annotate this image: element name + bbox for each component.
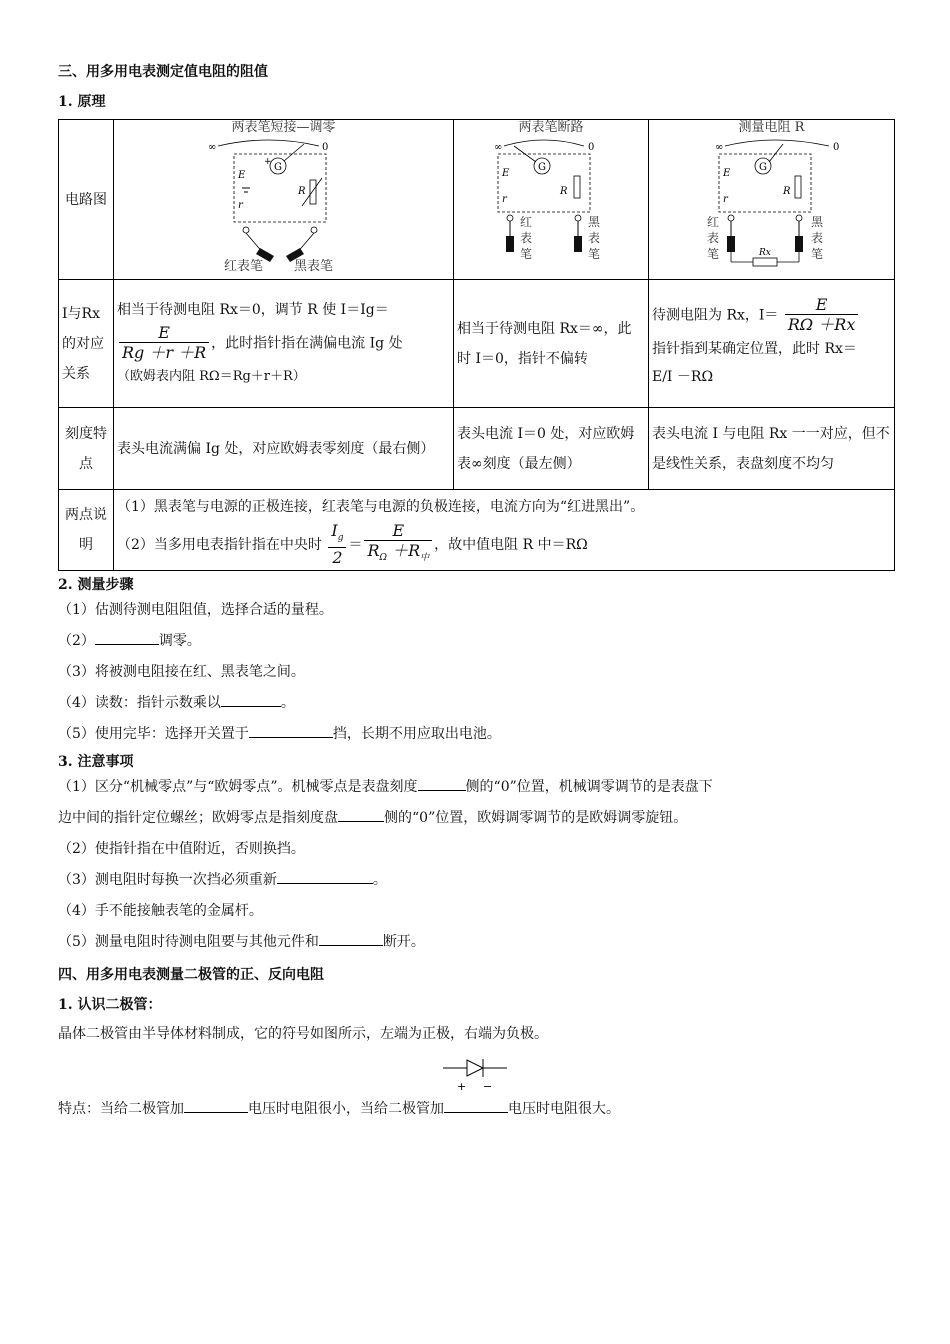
svg-text:∞: ∞: [494, 142, 503, 153]
svg-text:表: 表: [588, 231, 601, 245]
relation-measure-b: 指针指到某确定位置，此时 Rx＝: [652, 341, 857, 357]
relation-open: 相当于待测电阻 Rx＝∞，此时 I＝0，指针不偏转: [454, 280, 649, 408]
section4-title: 四、用多用电表测量二极管的正、反向电阻: [58, 967, 324, 984]
diode-symbol: [58, 1054, 894, 1094]
note-1: （1）黑表笔与电源的正极连接，红表笔与电源的负极连接，电流方向为“红进黑出”。: [117, 499, 645, 515]
subheading-notes: 3. 注意事项: [58, 754, 134, 771]
note-item-2: （2）使指针指在中值附近，否则换挡。: [58, 841, 305, 858]
note-item-5: （5）测量电阻时待测电阻要与其他元件和 断开。: [58, 927, 894, 958]
note-2-fraction-right: $\frac{E}{R_\Omega +R_中}$: [364, 522, 432, 568]
step-3: （3）将被测电阻接在红、黑表笔之间。: [58, 664, 305, 681]
relation-short-line2: [117, 324, 450, 363]
svg-text:表: 表: [707, 231, 720, 245]
pen-black-label: 黑表笔: [294, 259, 334, 274]
svg-text:0: 0: [322, 142, 329, 153]
scale-open: 表头电流 I＝0 处，对应欧姆表∞刻度（最左侧）: [454, 408, 649, 490]
svg-text:黑: 黑: [588, 215, 601, 229]
blank-field[interactable]: [95, 628, 159, 645]
svg-text:笔: 笔: [520, 247, 533, 261]
svg-text:E: E: [502, 168, 510, 179]
note-2-fraction-left: $\frac{I_g}{2}$: [328, 522, 346, 568]
note-item-1: （1）区分“机械零点”与“欧姆零点”。机械零点是表盘刻度 侧的“0”位置，机械调零调节的是表盘下: [58, 772, 894, 803]
svg-text:G: G: [538, 162, 546, 173]
diode-icon: [441, 1054, 511, 1094]
diode-plus-label: +: [457, 1080, 467, 1094]
svg-text:表: 表: [811, 231, 824, 245]
label-circuit: 电路图: [59, 120, 114, 280]
step-2: （2） 调零。: [58, 626, 894, 657]
fraction-denominator: Rg ＋r ＋R: [122, 343, 207, 362]
diode-minus-label: −: [483, 1080, 493, 1094]
circuit-diagram-measure: [649, 120, 895, 280]
svg-text:0: 0: [833, 142, 840, 153]
step-4: （4）读数：指针示数乘以 。: [58, 688, 894, 719]
svg-text:G: G: [759, 162, 767, 173]
svg-text:G: G: [274, 162, 282, 173]
relation-short-a: 相当于待测电阻 Rx＝0，调节 R 使 I＝Ig＝: [117, 302, 389, 318]
relation-measure-fraction: [785, 296, 858, 335]
circuit-measure-svg: [649, 136, 893, 268]
note-2-a: （2）当多用电表指针指在中央时: [117, 537, 322, 554]
note-item-4: （4）手不能接触表笔的金属杆。: [58, 903, 263, 920]
blank-field[interactable]: [319, 929, 383, 946]
label-relation: I与Rx的对应关系: [59, 280, 114, 408]
svg-text:表: 表: [520, 231, 533, 245]
scale-short: 表头电流满偏 Ig 处，对应欧姆表零刻度（最右侧）: [114, 408, 454, 490]
svg-text:笔: 笔: [811, 247, 824, 261]
caption-measure: 测量电阻 R: [738, 120, 805, 135]
fraction-numerator: E: [785, 296, 858, 315]
blank-field[interactable]: [444, 1096, 508, 1113]
svg-text:E: E: [238, 170, 246, 181]
svg-text:Rx: Rx: [759, 248, 771, 258]
relation-measure: [649, 280, 895, 408]
svg-text:R: R: [560, 186, 568, 197]
svg-text:R: R: [783, 186, 791, 197]
note-2-b: ，故中值电阻 R 中＝RΩ: [434, 537, 588, 554]
svg-text:红: 红: [520, 215, 533, 229]
blank-field[interactable]: [338, 805, 384, 822]
note-item-1-cont: 边中间的指针定位螺丝；欧姆零点是指刻度盘 侧的“0”位置，欧姆调零调节的是欧姆调零旋钮。: [58, 803, 894, 834]
svg-text:r: r: [502, 194, 507, 205]
table-row-scale: [59, 408, 895, 490]
svg-text:笔: 笔: [588, 247, 601, 261]
blank-field[interactable]: [277, 867, 373, 884]
svg-text:黑: 黑: [811, 215, 824, 229]
diode-feature: 特点：当给二极管加 电压时电阻很小，当给二极管加 电压时电阻很大。: [58, 1094, 894, 1125]
notes-cell: [114, 490, 895, 571]
note-item-3: （3）测电阻时每换一次挡必须重新 。: [58, 865, 894, 896]
blank-field[interactable]: [418, 774, 466, 791]
circuit-short-svg: [114, 136, 452, 268]
svg-text:∞: ∞: [715, 142, 724, 153]
fraction-numerator: E: [119, 324, 209, 343]
relation-short-c: （欧姆表内阻 RΩ＝Rg＋r＋R）: [117, 369, 306, 384]
circuit-diagram-short: [114, 120, 454, 280]
blank-field[interactable]: [221, 690, 281, 707]
scale-measure: 表头电流 I 与电阻 Rx 一一对应，但不是线性关系，表盘刻度不均匀: [649, 408, 895, 490]
svg-text:0: 0: [588, 142, 595, 153]
subheading-principle: 1. 原理: [58, 94, 106, 110]
circuit-open-svg: [454, 136, 647, 268]
svg-text:∞: ∞: [208, 142, 217, 153]
relation-measure-a: 待测电阻为 Rx，I＝: [652, 307, 779, 324]
step-5: （5）使用完毕：选择开关置于 挡，长期不用应取出电池。: [58, 719, 894, 750]
blank-field[interactable]: [184, 1096, 248, 1113]
relation-short-fraction: [119, 324, 209, 363]
blank-field[interactable]: [249, 721, 333, 738]
svg-text:r: r: [238, 200, 243, 211]
subheading-steps: 2. 测量步骤: [58, 577, 134, 594]
step-1: （1）估测待测电阻阻值，选择合适的量程。: [58, 602, 333, 619]
label-scale: 刻度特点: [59, 408, 114, 490]
svg-text:笔: 笔: [707, 247, 720, 261]
table-row-notes: [59, 490, 895, 571]
circuit-diagram-open: [454, 120, 649, 280]
svg-text:+: +: [264, 157, 272, 167]
diode-description: 晶体二极管由半导体材料制成，它的符号如图所示，左端为正极，右端为负极。: [58, 1026, 548, 1043]
relation-short: [114, 280, 454, 408]
note-2: （2）当多用电表指针指在中央时 $\frac{I_g}{2}$ ＝ $\frac{E}{R_\Omega +R_中}$ ，故中值电阻 R 中＝RΩ: [117, 521, 588, 568]
pen-red-label: 红表笔: [224, 259, 264, 274]
svg-text:E: E: [723, 168, 731, 179]
section3-title: 三、用多用电表测定值电阻的阻值: [58, 64, 268, 80]
table-row-relation: [59, 280, 895, 408]
fraction-denominator: RΩ ＋Rx: [787, 315, 856, 334]
document-page: [58, 62, 894, 1125]
relation-measure-line1: [652, 296, 891, 335]
label-notes: 两点说明: [59, 490, 114, 571]
caption-open: 两表笔断路: [518, 120, 584, 135]
caption-short: 两表笔短接—调零: [231, 120, 336, 135]
relation-short-b: ，此时指针指在满偏电流 Ig 处: [211, 335, 403, 352]
relation-measure-c: E/I －RΩ: [652, 369, 714, 385]
svg-text:红: 红: [707, 215, 720, 229]
subheading-diode: 1. 认识二极管：: [58, 997, 162, 1014]
svg-text:r: r: [723, 194, 728, 205]
table-row-circuit: [59, 120, 895, 280]
principle-table: [58, 119, 895, 571]
svg-text:R: R: [298, 186, 306, 197]
